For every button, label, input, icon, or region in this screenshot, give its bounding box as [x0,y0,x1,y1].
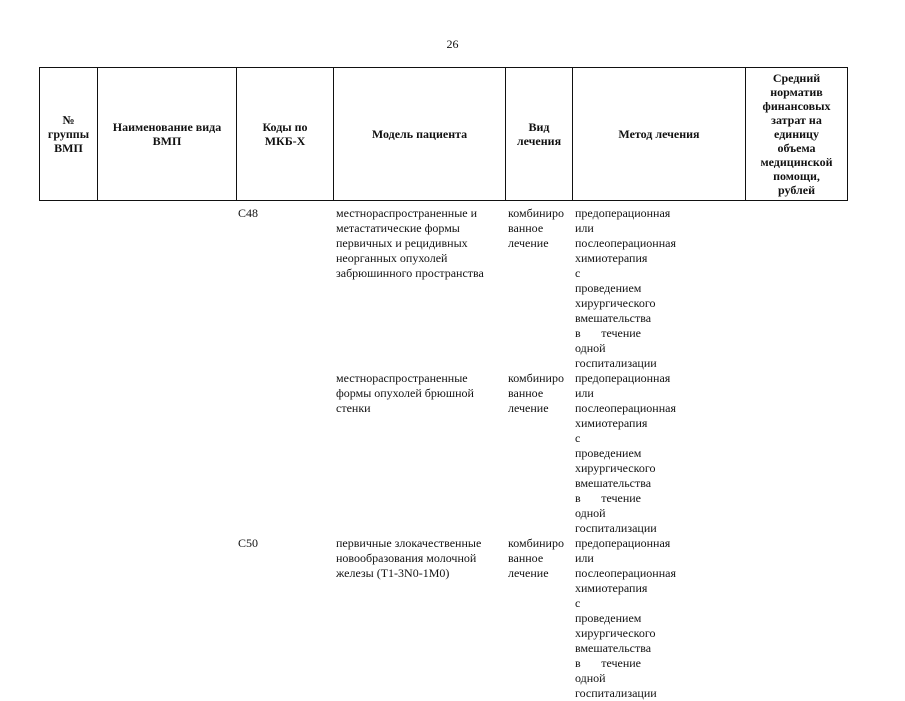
method-line: химиотерапия с [575,251,648,280]
cell-vmp-name [97,371,236,536]
header-icd-codes: Коды по МКБ-X [237,68,334,201]
method-line: проведением [575,281,642,295]
method-line: послеоперационная [575,401,676,415]
cell-icd-code [236,371,333,536]
header-group-number: № группы ВМП [40,68,98,201]
method-line: хирургического [575,296,656,310]
method-line: вмешательства в течение [575,476,652,505]
cell-patient-model: местнораспространенные и метастатические формы первичных и рецидивных неорганных опухолей забрюшинного пространства [336,206,484,280]
method-line: одной госпитализации [575,671,657,700]
header-treatment-type: Вид лечения [506,68,573,201]
cell-icd-code: C50 [238,536,259,550]
cell-icd-code: C48 [238,206,259,220]
cell-vmp-name [97,536,236,701]
cell-average-cost [745,536,847,701]
cell-average-cost [745,371,847,536]
cell-treatment-type: комбиниро ванное лечение [508,371,564,415]
table-body [39,206,847,701]
cell-treatment-type: комбиниро ванное лечение [508,536,564,580]
method-line: предоперационная или [575,371,671,400]
cell-treatment-type: комбиниро ванное лечение [508,206,564,250]
method-line: проведением [575,611,642,625]
method-line: послеоперационная [575,236,676,250]
page-number: 26 [446,37,459,51]
header-treatment-method: Метод лечения [573,68,746,201]
method-line: одной госпитализации [575,341,657,370]
method-line: хирургического [575,461,656,475]
header-average-cost: Средний норматив финансовых затрат на единицу объема медицинской помощи, рублей [746,68,848,201]
cell-group-number [39,206,97,371]
table-row [39,371,847,536]
cell-patient-model: первичные злокачественные новообразования молочной железы (T1-3N0-1M0) [336,536,482,580]
table-row [39,206,847,371]
cell-group-number [39,371,97,536]
method-line: химиотерапия с [575,416,648,445]
cell-treatment-method [572,371,745,536]
method-line: предоперационная или [575,206,671,235]
cell-vmp-name [97,206,236,371]
method-line: предоперационная или [575,536,671,565]
method-line: вмешательства в течение [575,641,652,670]
cell-group-number [39,536,97,701]
header-vmp-name: Наименование вида ВМП [98,68,237,201]
method-line: хирургического [575,626,656,640]
header-patient-model: Модель пациента [334,68,506,201]
method-line: химиотерапия с [575,581,648,610]
method-line: послеоперационная [575,566,676,580]
method-line: вмешательства в течение [575,311,652,340]
table-header [39,67,848,201]
method-line: проведением [575,446,642,460]
cell-treatment-method [572,206,745,371]
method-line: одной госпитализации [575,506,657,535]
cell-average-cost [745,206,847,371]
cell-patient-model: местнораспространенные формы опухолей брюшной стенки [336,371,474,415]
table-row [39,536,847,701]
cell-treatment-method [572,536,745,701]
